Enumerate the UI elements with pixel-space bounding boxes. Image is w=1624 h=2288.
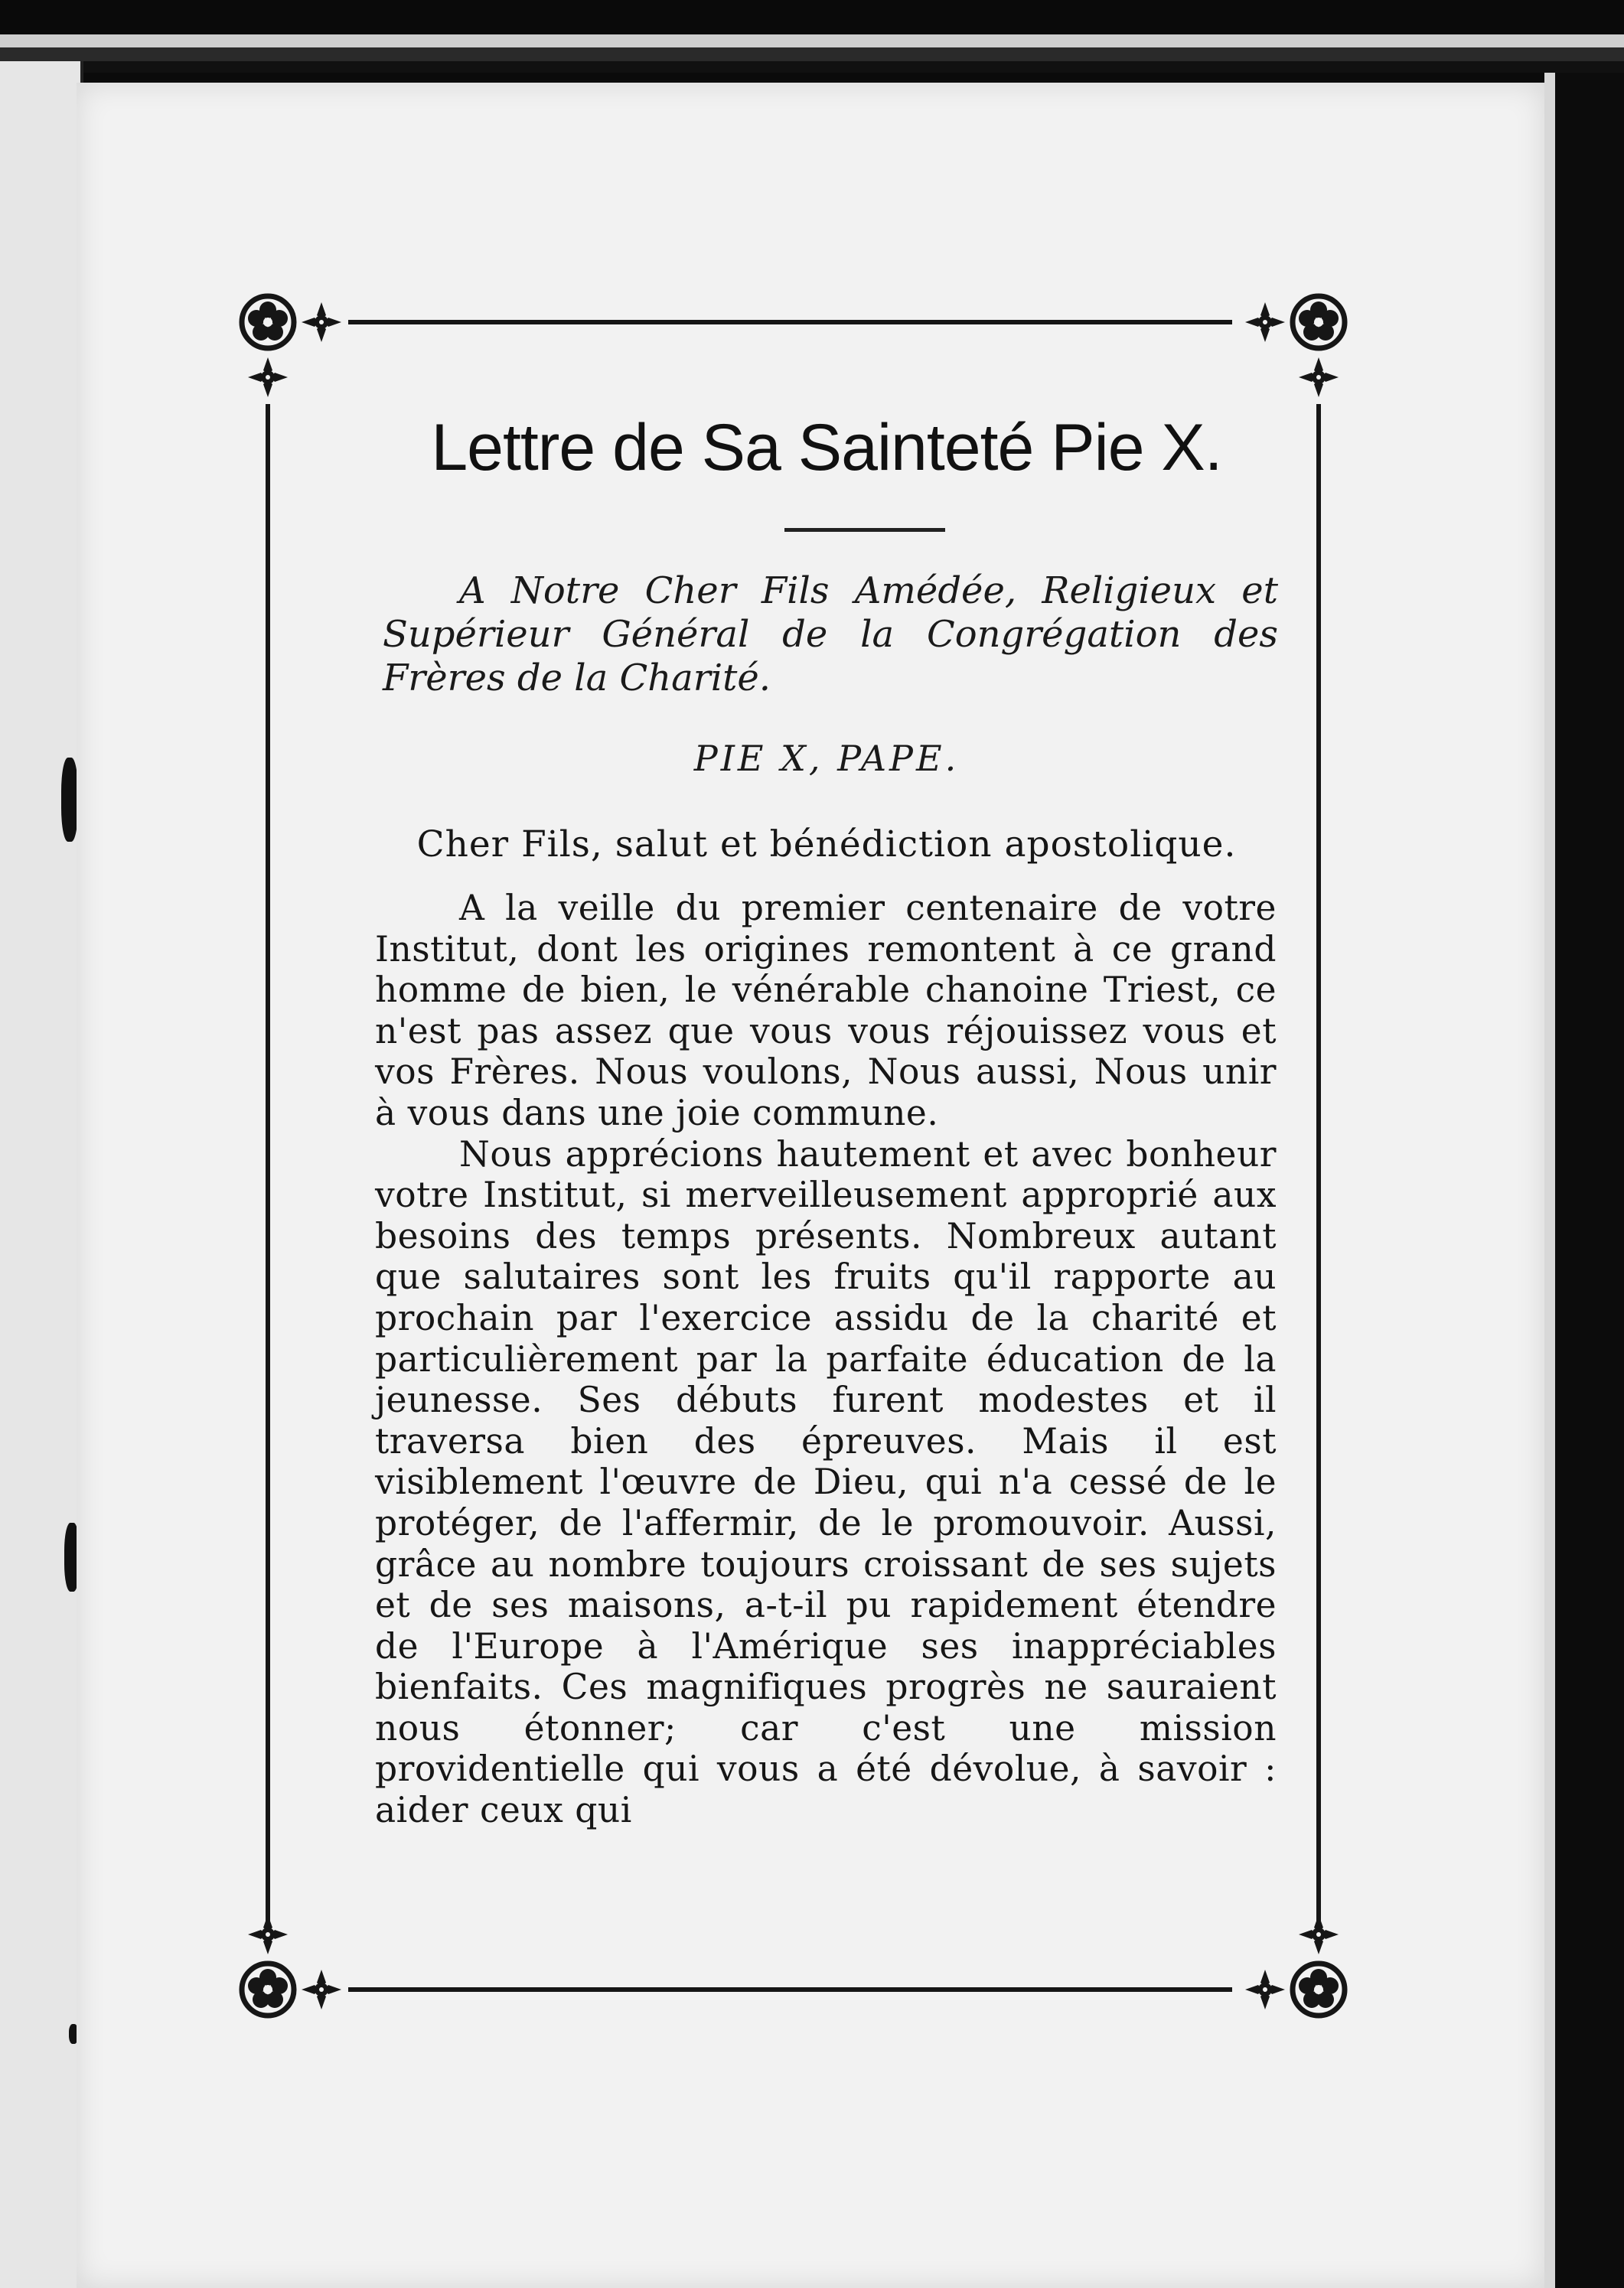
letter-body — [375, 888, 1277, 1831]
rosette-icon — [1293, 1964, 1345, 2016]
scan-border-top — [0, 0, 1624, 73]
fleuron-icon — [1299, 357, 1339, 397]
fleuron-icon — [248, 357, 288, 397]
page-title: Lettre de Sa Sainteté Pie X. — [431, 411, 1222, 484]
fleuron-icon — [302, 1970, 341, 2009]
facing-page-edge — [0, 61, 83, 2288]
fleuron-icon — [1299, 1915, 1339, 1954]
title-divider — [784, 528, 945, 532]
fleuron-icon — [1245, 1970, 1285, 2009]
fleuron-icon — [302, 302, 341, 342]
rosette-icon — [242, 296, 294, 348]
paragraph: Nous apprécions hautement et avec bonheur votre Institut, si merveilleusement approprié aux besoins des temps présents. Nombreux autant que salutaires sont les fruits qu'il rapporte au prochain par l'exercice assidu de la charité et particulièrement par la parfaite éducation de la jeunesse. Ses débuts furent modestes et il traversa bien des épreuves. Mais il est visiblement l'œuvre de Dieu, qui n'a cessé de le protéger, de l'affermir, de le promouvoir. Aussi, grâce au nombre toujours croissant de ses sujets et de ses maisons, a-t-il pu rapidement étendre de l'Europe à l'Amérique ses inappréciables bienfaits. Ces magnifiques progrès ne sauraient nous étonner; car c'est une mission providentielle qui vous a été dévolue, à savoir : aider ceux qui — [375, 1133, 1277, 1831]
scan-border-right — [1544, 73, 1624, 2288]
paragraph: A la veille du premier centenaire de votre Institut, dont les origines remontent à ce grand homme de bien, le vénérable chanoine Triest, ce n'est pas assez que vous vous réjouissez vous et vos Frères. Nous voulons, Nous aussi, Nous unir à vous dans une joie commune. — [375, 888, 1277, 1133]
rosette-icon — [1293, 296, 1345, 348]
fleuron-icon — [1245, 302, 1285, 342]
salutation: Cher Fils, salut et bénédiction apostolique. — [416, 823, 1237, 865]
rosette-icon — [242, 1964, 294, 2016]
letter-address: A Notre Cher Fils Amédée, Religieux et Supérieur Général de la Congrégation des Frères de la Charité. — [383, 569, 1278, 699]
letter-page — [77, 83, 1544, 2288]
signature-heading: PIE X, PAPE. — [693, 738, 960, 779]
bleed-mark — [61, 758, 78, 842]
fleuron-icon — [248, 1915, 288, 1954]
